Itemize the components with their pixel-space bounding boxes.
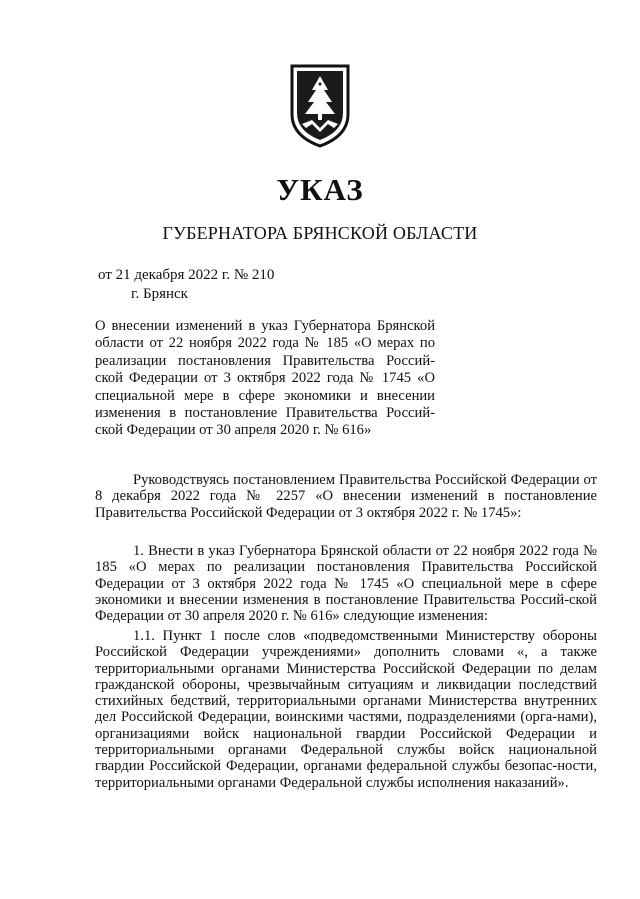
- document-number: 210: [251, 267, 275, 283]
- clause-1-1-paragraph: 1.1. Пункт 1 после слов «подведомственными Министерству обороны Российской Федерации учреждениями» дополнить словами «, а также территориальными органами Министерства Российской Федерации по делам гражданской обороны, чрезвычайным ситуациям и ликвидации последствий стихийных бедствий, территориальными органами Министерства внутренних дел Российской Федерации, воинскими частями, подразделениями (орга-нами), организациями войск национальной гвардии Российской Федерации и территориальными органами Федеральной службы войск национальной гвардии Российской Федерации, органами федеральной службы безопас-ности, территориальными органами Федеральной службы исполнения наказаний».: [95, 628, 597, 791]
- date-line: [98, 266, 274, 284]
- bryansk-coat-of-arms-icon: [288, 62, 352, 148]
- document-date: 21 декабря 2022 г.: [115, 267, 231, 283]
- date-prefix: от: [98, 267, 112, 283]
- document-subtitle: ГУБЕРНАТОРА БРЯНСКОЙ ОБЛАСТИ: [162, 223, 478, 243]
- clause-1-paragraph: 1. Внести в указ Губернатора Брянской области от 22 ноября 2022 года № 185 «О мерах по реализации постановления Правительства Российской Федерации от 3 октября 2022 года № 1745 «О специальной мере в сфере экономики и внесении изменения в постановление Правительства Россий-ской Федерации от 30 апреля 2020 г. № 616» следующие изменения:: [95, 543, 597, 625]
- document-heading: О внесении изменений в указ Губернатора Брянской области от 22 ноября 2022 года № 185 «О мерах по реализации постановления Правительства Россий-ской Федерации от 3 октября 2022 года № 1745 «О специальной мере в сфере экономики и внесении изменения в постановление Правительства Россий-ской Федерации от 30 апреля 2020 г. № 616»: [95, 318, 435, 439]
- preamble-paragraph: Руководствуясь постановлением Правительства Российской Федерации от 8 декабря 2022 года № 2257 «О внесении изменений в постановление Правительства Российской Федерации от 3 октября 2022 г. № 1745»:: [95, 472, 597, 521]
- document-city: г. Брянск: [131, 286, 188, 302]
- document-title: УКАЗ: [276, 172, 364, 207]
- number-sign: №: [233, 267, 249, 283]
